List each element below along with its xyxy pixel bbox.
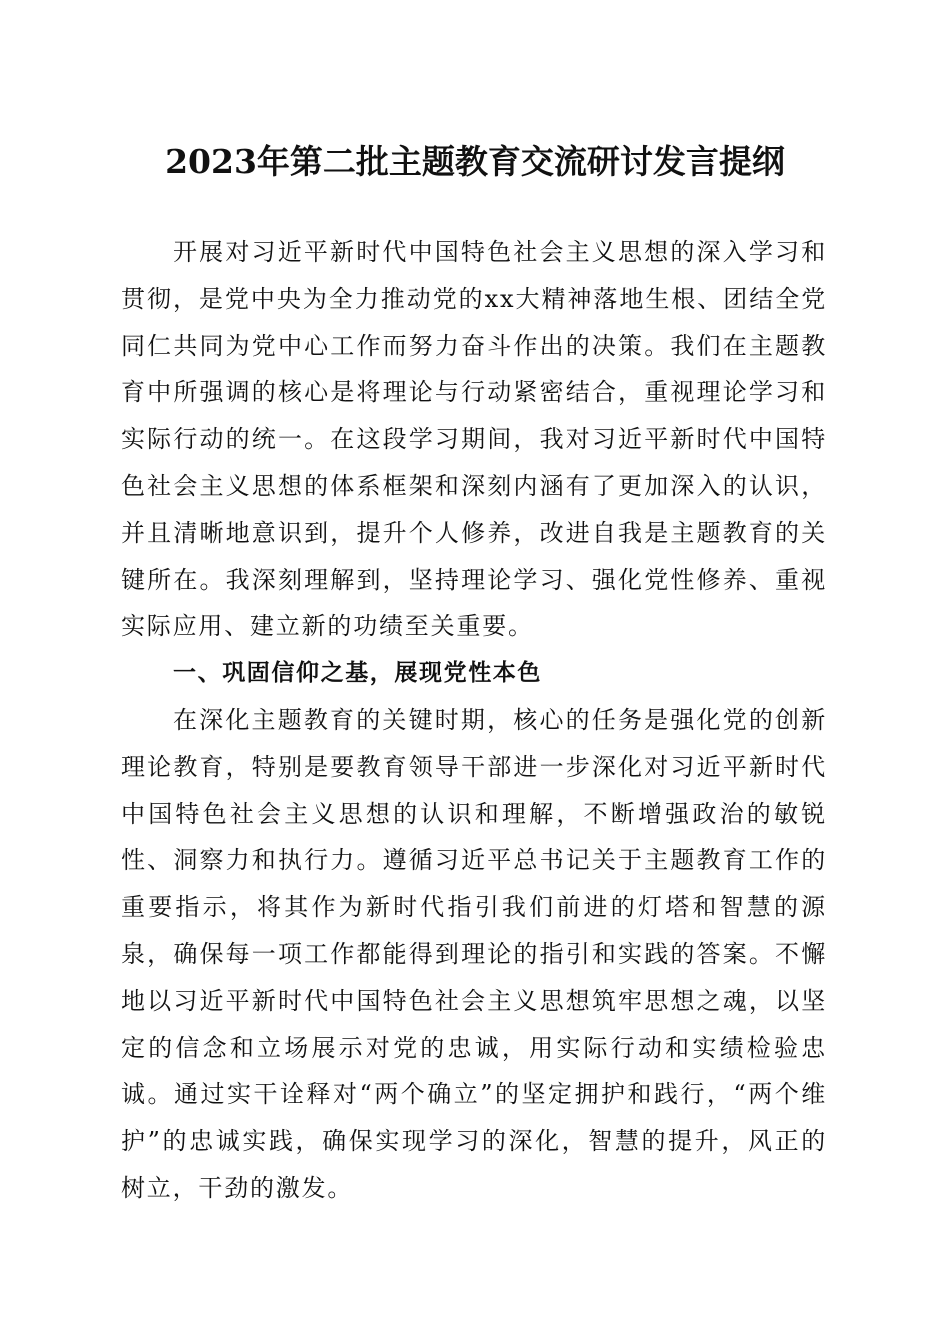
document-body (121, 229, 827, 1212)
intro-paragraph: 开展对习近平新时代中国特色社会主义思想的深入学习和贯彻，是党中央为全力推动党的xx大精神落地生根、团结全党同仁共同为党中心工作而努力奋斗作出的决策。我们在主题教育中所强调的核心是将理论与行动紧密结合，重视理论学习和实际行动的统一。在这段学习期间，我对习近平新时代中国特色社会主义思想的体系框架和深刻内涵有了更加深入的认识，并且清晰地意识到，提升个人修养，改进自我是主题教育的关键所在。我深刻理解到，坚持理论学习、强化党性修养、重视实际应用、建立新的功绩至关重要。 (121, 238, 827, 641)
document-title: 2023年第二批主题教育交流研讨发言提纲 (165, 142, 785, 181)
section-heading: 一、巩固信仰之基，展现党性本色 (173, 660, 542, 687)
section-paragraph: 在深化主题教育的关键时期，核心的任务是强化党的创新理论教育，特别是要教育领导干部进一步深化对习近平新时代中国特色社会主义思想的认识和理解，不断增强政治的敏锐性、洞察力和执行力。遵循习近平总书记关于主题教育工作的重要指示，将其作为新时代指引我们前进的灯塔和智慧的源泉，确保每一项工作都能得到理论的指引和实践的答案。不懈地以习近平新时代中国特色社会主义思想筑牢思想之魂，以坚定的信念和立场展示对党的忠诚，用实际行动和实绩检验忠诚。通过实干诠释对“两个确立”的坚定拥护和践行，“两个维护”的忠诚实践，确保实现学习的深化，智慧的提升，风正的树立，干劲的激发。 (121, 705, 827, 1202)
